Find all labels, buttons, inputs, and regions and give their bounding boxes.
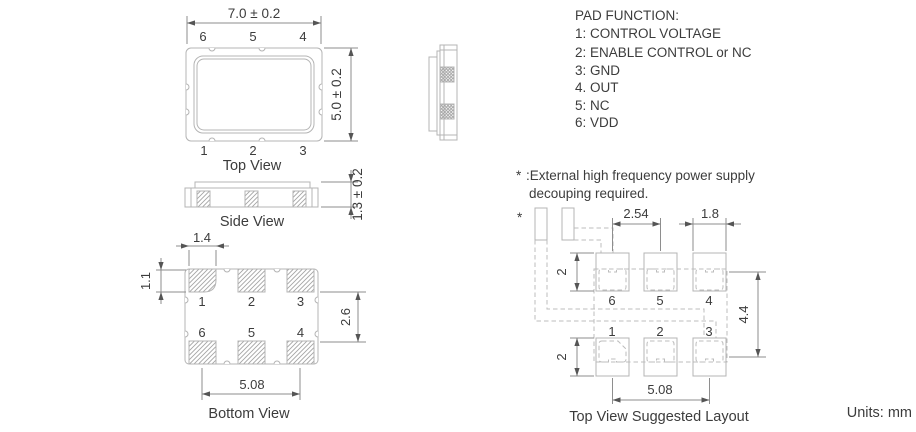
- bottom-pad-2: [238, 269, 265, 292]
- side-view-pad-2: [245, 191, 258, 207]
- castellation-notches: [186, 48, 322, 141]
- layout-pad-5-label: 5: [656, 293, 664, 308]
- layout-pad-4-label: 4: [705, 293, 713, 308]
- bottom-view-pad-4-label: 4: [296, 325, 305, 340]
- bottom-view-pad-1-label: 1: [198, 294, 206, 309]
- bottom-pad-1: [189, 269, 216, 292]
- dim-land-span: [613, 378, 710, 404]
- dim-label-package-height: 5.0 ± 0.2: [329, 68, 344, 121]
- dim-label-land-pitch: 2.54: [623, 206, 649, 221]
- layout-pad-2-label: 2: [656, 324, 664, 339]
- dim-label-pad-height: 1.1: [138, 271, 153, 291]
- suggested-layout: [517, 206, 766, 425]
- pad-function-item-3: 3: GND: [575, 63, 621, 78]
- pad-function-item-1: 1: CONTROL VOLTAGE: [575, 26, 722, 41]
- side-view-pad-3: [293, 191, 306, 207]
- bottom-view-pad-3-label: 3: [296, 294, 305, 309]
- bottom-view-title: Bottom View: [208, 406, 290, 422]
- note-marker: *: [516, 168, 522, 183]
- vdd-trace: [574, 228, 613, 253]
- bottom-view-pad-2-label: 2: [247, 294, 256, 309]
- side-view-lid: [195, 182, 310, 188]
- units-label: Units: mm: [846, 405, 912, 421]
- bottom-view-pad-6-label: 6: [198, 325, 206, 340]
- layout-marker: *: [517, 210, 523, 225]
- note-line-1: :External high frequency power supply: [526, 168, 755, 183]
- pad-function-item-6: 6: VDD: [575, 115, 619, 130]
- top-view-pad-5: 5: [249, 29, 257, 44]
- bottom-view-pad-5-label: 5: [247, 325, 256, 340]
- top-view-pad-1: 1: [200, 143, 208, 158]
- layout-pad-3-label: 3: [705, 324, 713, 339]
- dim-row-span: [729, 272, 766, 357]
- dim-pad-height: [138, 258, 186, 304]
- land-pad-2: [644, 338, 677, 376]
- dim-label-land-height-top: 2: [554, 268, 569, 276]
- dim-label-row-span: 4.4: [736, 305, 751, 324]
- dim-land-pitch: [613, 206, 661, 251]
- pad-function-title: PAD FUNCTION:: [575, 8, 679, 23]
- layout-pad-1-label: 1: [608, 324, 616, 339]
- pad-function-item-5: 5: NC: [575, 98, 610, 113]
- dim-label-land-width: 1.8: [700, 206, 720, 221]
- dim-label-pad-span: 5.08: [239, 377, 265, 392]
- end-view-lid: [429, 57, 437, 131]
- dim-label-thickness: 1.3 ± 0.2: [350, 168, 365, 221]
- dim-label-package-width: 7.0 ± 0.2: [227, 6, 281, 21]
- top-view-pad-4: 4: [299, 29, 307, 44]
- dim-pad-width: [176, 230, 229, 266]
- bottom-pad-3: [287, 269, 314, 292]
- decoupling-cap-land-b: [562, 208, 574, 240]
- dim-land-height-top: [554, 253, 594, 291]
- end-view-pad-hatch-top: [440, 67, 454, 82]
- bottom-pad-4: [287, 341, 314, 364]
- land-pad-4: [693, 253, 726, 291]
- side-view-title: Side View: [219, 214, 285, 230]
- bottom-view: [138, 230, 366, 422]
- bottom-pad-5: [238, 341, 265, 364]
- note-line-2: decouping required.: [529, 186, 649, 201]
- land-pad-6: [596, 253, 629, 291]
- land-pad-5: [644, 253, 677, 291]
- end-view-body: [440, 45, 457, 140]
- top-view-pad-2: 2: [249, 143, 257, 158]
- top-view: [186, 6, 358, 174]
- dim-package-thickness: [321, 168, 365, 220]
- layout-title: Top View Suggested Layout: [569, 409, 749, 425]
- bottom-pad-6: [189, 341, 216, 364]
- pad-function-item-2: 2: ENABLE CONTROL or NC: [575, 45, 752, 60]
- land-pad-3: [693, 338, 726, 376]
- pad-function-block: [575, 8, 752, 130]
- dim-pad-span: [202, 368, 300, 400]
- top-view-pad-6: 6: [199, 29, 207, 44]
- dim-label-land-span: 5.08: [647, 382, 673, 397]
- top-view-pad-3: 3: [299, 143, 307, 158]
- land-pad-1: [596, 338, 629, 376]
- dim-label-pad-width: 1.4: [192, 230, 212, 245]
- lid-outline: [194, 56, 314, 133]
- decoupling-cap-land-a: [535, 208, 547, 240]
- dim-label-land-height-bottom: 2: [554, 353, 569, 361]
- side-view-pad-1: [197, 191, 210, 207]
- dim-label-row-gap: 2.6: [338, 307, 353, 327]
- layout-pad-6-label: 6: [608, 293, 616, 308]
- dim-row-gap: [320, 292, 366, 342]
- decoupling-note: [516, 168, 755, 201]
- top-view-title: Top View: [222, 158, 282, 174]
- dim-land-width: [679, 206, 741, 251]
- dim-land-height-bottom: [554, 338, 594, 376]
- lid-seam: [197, 59, 311, 130]
- end-view: [429, 45, 457, 140]
- end-view-pad-hatch-bottom: [440, 104, 454, 119]
- pad-function-item-4: 4. OUT: [575, 80, 619, 95]
- side-view: [185, 168, 365, 230]
- dim-package-height: [324, 48, 358, 141]
- package-outline: [186, 48, 322, 141]
